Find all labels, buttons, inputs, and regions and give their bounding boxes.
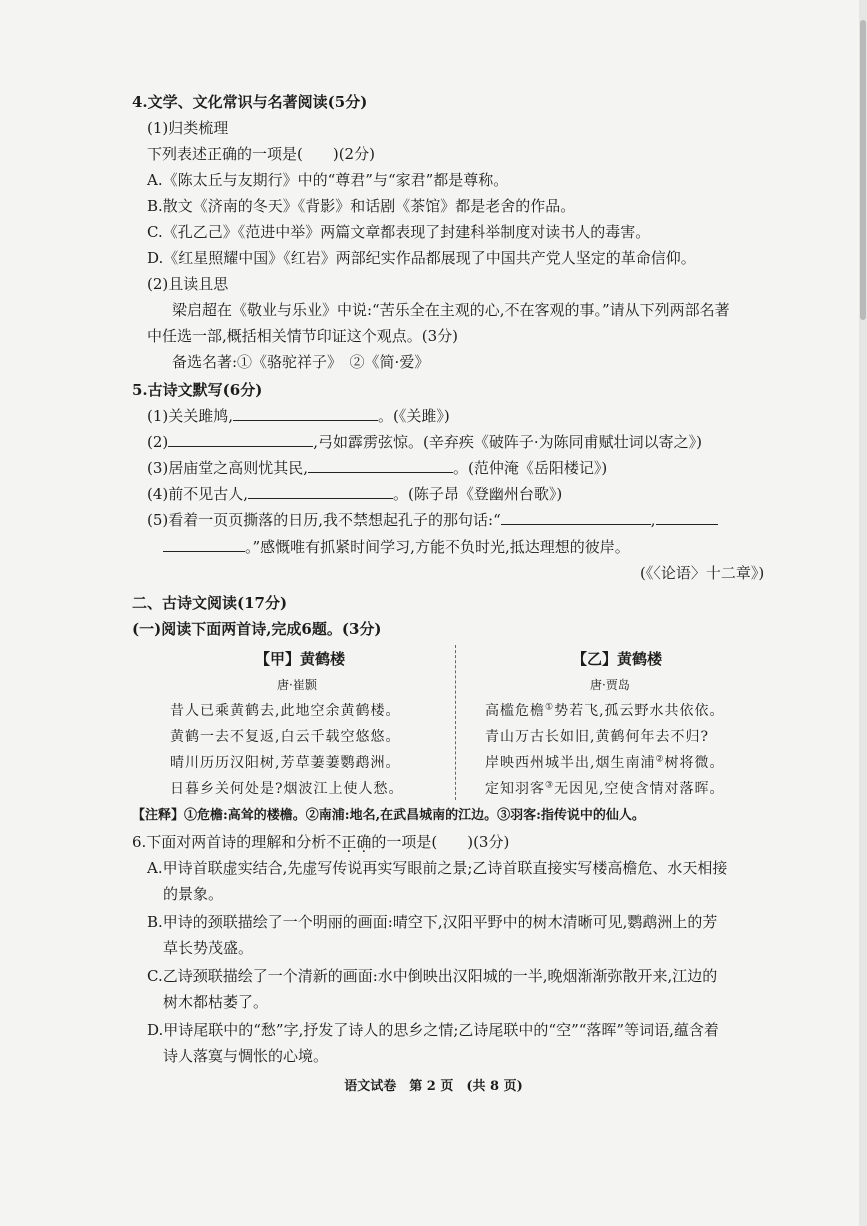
q5-line5 (147, 510, 718, 530)
poem-b-author: 唐·贾岛 (590, 678, 630, 692)
vertical-scrollbar[interactable] (859, 0, 867, 1226)
q4-part2-text-line2: 中任选一部,概括相关情节印证这个观点。(3分) (147, 327, 459, 345)
q4-part2-heading: (2)且读且思 (147, 275, 229, 293)
poem-b-line-3-b: 树将微。 (664, 755, 725, 771)
q4-option-b: B.散文《济南的冬天》《背影》和话剧《茶馆》都是老舍的作品。 (147, 197, 576, 215)
q5-line1-text: (1)关关雎鸠, (147, 407, 234, 425)
q6-option-c-line2: 树木都枯萎了。 (163, 993, 269, 1011)
q5-line5-source: (《〈论语〉十二章》) (640, 564, 765, 582)
poem-b-title: 【乙】黄鹤楼 (572, 650, 663, 668)
poem-notes: 【注释】①危檐:高耸的楼檐。②南浦:地名,在武昌城南的江边。③羽客:指传说中的仙人。 (132, 808, 645, 823)
poem-divider (455, 645, 456, 800)
q6-option-b-line1: B.甲诗的颈联描绘了一个明丽的画面:晴空下,汉阳平野中的树木清晰可见,鹦鹉洲上的芳 (147, 913, 718, 931)
q4-option-a: A.《陈太丘与友期行》中的“尊君”与“家君”都是尊称。 (147, 171, 509, 189)
q6-stem (132, 832, 509, 852)
scrollbar-thumb[interactable] (860, 20, 866, 320)
q4-part1-heading: (1)归类梳理 (147, 119, 229, 137)
q5-line1 (147, 406, 450, 426)
poem-b-line-3-a: 岸映西州城半出,烟生南浦 (485, 755, 656, 771)
q5-line4-source: 。(陈子昂《登幽州台歌》) (393, 485, 563, 503)
q5-line4-text: (4)前不见古人, (147, 485, 249, 503)
note-marker-3: ③ (545, 780, 555, 791)
q4-option-c: C.《孔乙己》《范进中举》两篇文章都表现了封建科举制度对读书人的毒害。 (147, 223, 651, 241)
q6-option-c-line1: C.乙诗颈联描绘了一个清新的画面:水中倒映出汉阳城的一半,晚烟渐渐弥散开来,江边的 (147, 967, 718, 985)
q5-line5-comma: , (650, 511, 656, 529)
q5-line4 (147, 484, 562, 504)
q5-line3 (147, 458, 607, 478)
q6-option-d-line1: D.甲诗尾联中的“愁”字,抒发了诗人的思乡之情;乙诗尾联中的“空”“落晖”等词语,蕴含着 (147, 1021, 719, 1039)
poem-a-author: 唐·崔颢 (277, 678, 317, 692)
q5-blank-4[interactable] (248, 484, 393, 499)
q5-blank-6[interactable] (656, 510, 718, 525)
q4-part1-stem: 下列表述正确的一项是( )(2分) (147, 145, 375, 163)
section2-sub1: (一)阅读下面两首诗,完成6题。(3分) (132, 620, 382, 638)
q5-line5-text: (5)看着一页页撕落的日历,我不禁想起孔子的那句话:“ (147, 511, 501, 529)
poem-b-line-1-a: 高槛危檐 (485, 703, 545, 719)
q5-line3-text: (3)居庙堂之高则忧其民, (147, 459, 309, 477)
q4-part2-books: 备选名著:①《骆驼祥子》 ②《简·爱》 (172, 353, 430, 371)
poem-b-line-4-b: 无因见,空使含情对落晖。 (554, 781, 725, 797)
q5-line5-cont-text: 。”感慨唯有抓紧时间学习,方能不负时光,抵达理想的彼岸。 (245, 538, 630, 556)
poem-a-line-3: 晴川历历汉阳树,芳草萋萋鹦鹉洲。 (170, 755, 401, 771)
poem-b-line-4 (485, 778, 725, 798)
q5-blank-5[interactable] (501, 510, 651, 525)
poem-b-line-3 (485, 752, 725, 772)
poem-b-line-1 (485, 700, 725, 720)
q5-line2 (147, 432, 702, 452)
q5-line3-source: 。(范仲淹《岳阳楼记》) (453, 459, 608, 477)
q5-line2-num: (2) (147, 433, 169, 451)
poem-b-line-1-b: 势若飞,孤云野水共依依。 (554, 703, 725, 719)
q5-blank-7[interactable] (163, 537, 245, 552)
q5-line5-cont (163, 537, 630, 557)
q4-part2-text-line1: 梁启超在《敬业与乐业》中说:“苦乐全在主观的心,不在客观的事。”请从下列两部名著 (172, 301, 730, 319)
q6-option-a-line1: A.甲诗首联虚实结合,先虚写传说再实写眼前之景;乙诗首联直接实写楼高檐危、水天相接 (147, 859, 728, 877)
q6-option-b-line2: 草长势茂盛。 (163, 939, 254, 957)
poem-b-line-4-a: 定知羽客 (485, 781, 545, 797)
note-marker-1: ① (545, 702, 555, 713)
poem-a-title: 【甲】黄鹤楼 (255, 650, 346, 668)
q5-line2-text: ,弓如霹雳弦惊。(辛弃疾《破阵子·为陈同甫赋壮词以寄之》) (313, 433, 702, 451)
poem-a-line-1: 昔人已乘黄鹤去,此地空余黄鹤楼。 (170, 703, 401, 719)
poem-b-line-2: 青山万古长如旧,黄鹤何年去不归? (485, 729, 709, 745)
q6-emphasis-1: 正 (341, 833, 357, 851)
q4-option-d: D.《红星照耀中国》《红岩》两部纪实作品都展现了中国共产党人坚定的革命信仰。 (147, 249, 696, 267)
q5-blank-3[interactable] (308, 458, 453, 473)
q5-title: 5.古诗文默写(6分) (132, 381, 263, 399)
q5-blank-1[interactable] (233, 406, 378, 421)
section2-title: 二、古诗文阅读(17分) (132, 594, 288, 612)
note-marker-2: ② (655, 754, 665, 765)
q6-stem-a: 6.下面对两首诗的理解和分析不 (132, 833, 342, 851)
poem-a-line-4: 日暮乡关何处是?烟波江上使人愁。 (170, 781, 404, 797)
page-footer: 语文试卷 第 2 页 (共 8 页) (344, 1079, 523, 1094)
q6-stem-b: 的一项是( )(3分) (371, 833, 510, 851)
q5-line1-source: 。(《关雎》) (378, 407, 450, 425)
q6-option-a-line2: 的景象。 (163, 885, 224, 903)
q6-option-d-line2: 诗人落寞与惆怅的心境。 (163, 1047, 329, 1065)
q4-title: 4.文学、文化常识与名著阅读(5分) (132, 93, 368, 111)
q5-blank-2[interactable] (168, 432, 313, 447)
q6-emphasis-2: 确 (356, 833, 372, 851)
poem-a-line-2: 黄鹤一去不复返,白云千载空悠悠。 (170, 729, 401, 745)
